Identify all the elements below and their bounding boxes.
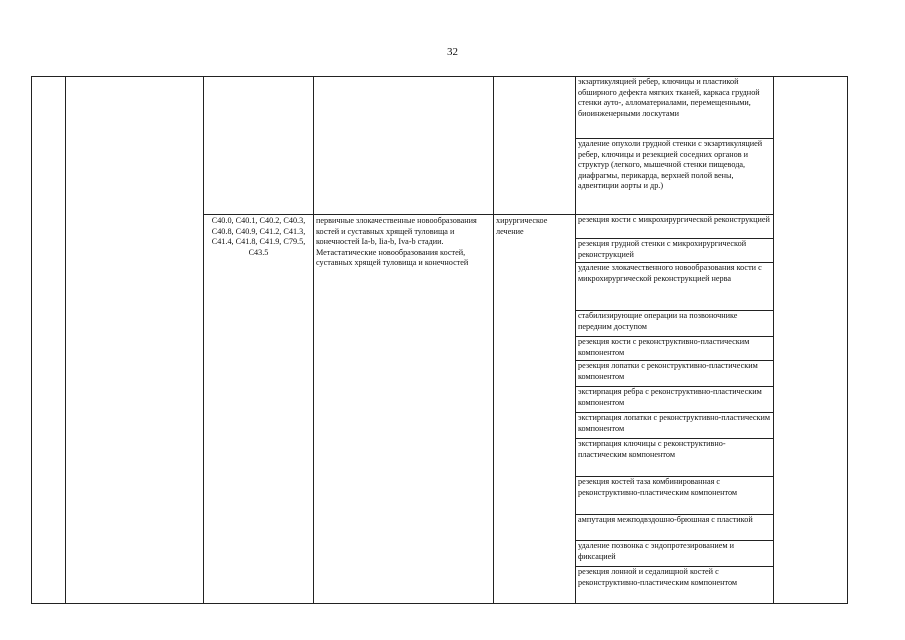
treatment-cell (494, 215, 576, 604)
method-item: удаление позвонка с эндопротезированием и фиксацией (576, 541, 773, 567)
method-item: резекция кости с микрохирургической реконструкцией (576, 215, 773, 239)
top-codes-cell (204, 77, 314, 215)
medical-care-table (31, 76, 848, 604)
top-methods-cell (576, 77, 774, 215)
method-item: стабилизирующие операции на позвоночнике передним доступом (576, 311, 773, 337)
patient-model: первичные злокачественные новообразования костей и суставных хрящей туловища и конечностей Ia-b, Iia-b, Iva-b стадии. Метастатические новообразования костей, суставных хрящей туловища и конечностей (316, 216, 477, 268)
method-item: экстирпация лопатки с реконструктивно-пластическим компонентом (576, 413, 773, 439)
norm-cell (774, 77, 848, 604)
top-row (32, 77, 848, 215)
method-item: экстирпация ключицы с реконструктивно-пластическим компонентом (576, 439, 773, 477)
treatment-type: хирургическое лечение (496, 216, 548, 236)
method-item: удаление злокачественного новообразования кости с микрохирургической реконструкцией нерва (576, 263, 773, 311)
top-model-cell (314, 77, 494, 215)
method-item: экзартикуляцией ребер, ключицы и пластикой обширного дефекта мягких тканей, каркаса грудной стенки ауто-, алломатериалами, перемещенными, биоинженерными лоскутами (576, 77, 773, 139)
method-item: резекция кости с реконструктивно-пластическим компонентом (576, 337, 773, 361)
number-cell (32, 77, 66, 604)
page-number: 32 (447, 46, 458, 58)
method-item: резекция костей таза комбинированная с реконструктивно-пластическим компонентом (576, 477, 773, 515)
method-item: ампутация межподвздошно-брюшная с пластикой (576, 515, 773, 541)
model-cell (314, 215, 494, 604)
method-item: резекция лопатки с реконструктивно-пластическим компонентом (576, 361, 773, 387)
method-item: удаление опухоли грудной стенки с экзартикуляцией ребер, ключицы и резекцией соседних органов и структур (легкого, мышечной стенки пищевода, диафрагмы, перикарда, верхней полой вены, адвентиции аорты и др.) (578, 139, 763, 191)
method-item: резекция грудной стенки с микрохирургической реконструкцией (576, 239, 773, 263)
method-item: резекция лонной и седалищной костей с реконструктивно-пластическим компонентом (578, 567, 738, 587)
profile-cell (66, 77, 204, 604)
methods-cell (576, 215, 774, 604)
diagnosis-codes: C40.0, C40.1, C40.2, C40.3, C40.8, C40.9, C41.2, C41.3, C41.4, C41.8, C41.9, C79.5, C43.5 (211, 216, 306, 257)
method-item: экстирпация ребра с реконструктивно-пластическим компонентом (576, 387, 773, 413)
top-treatment-cell (494, 77, 576, 215)
codes-cell (204, 215, 314, 604)
